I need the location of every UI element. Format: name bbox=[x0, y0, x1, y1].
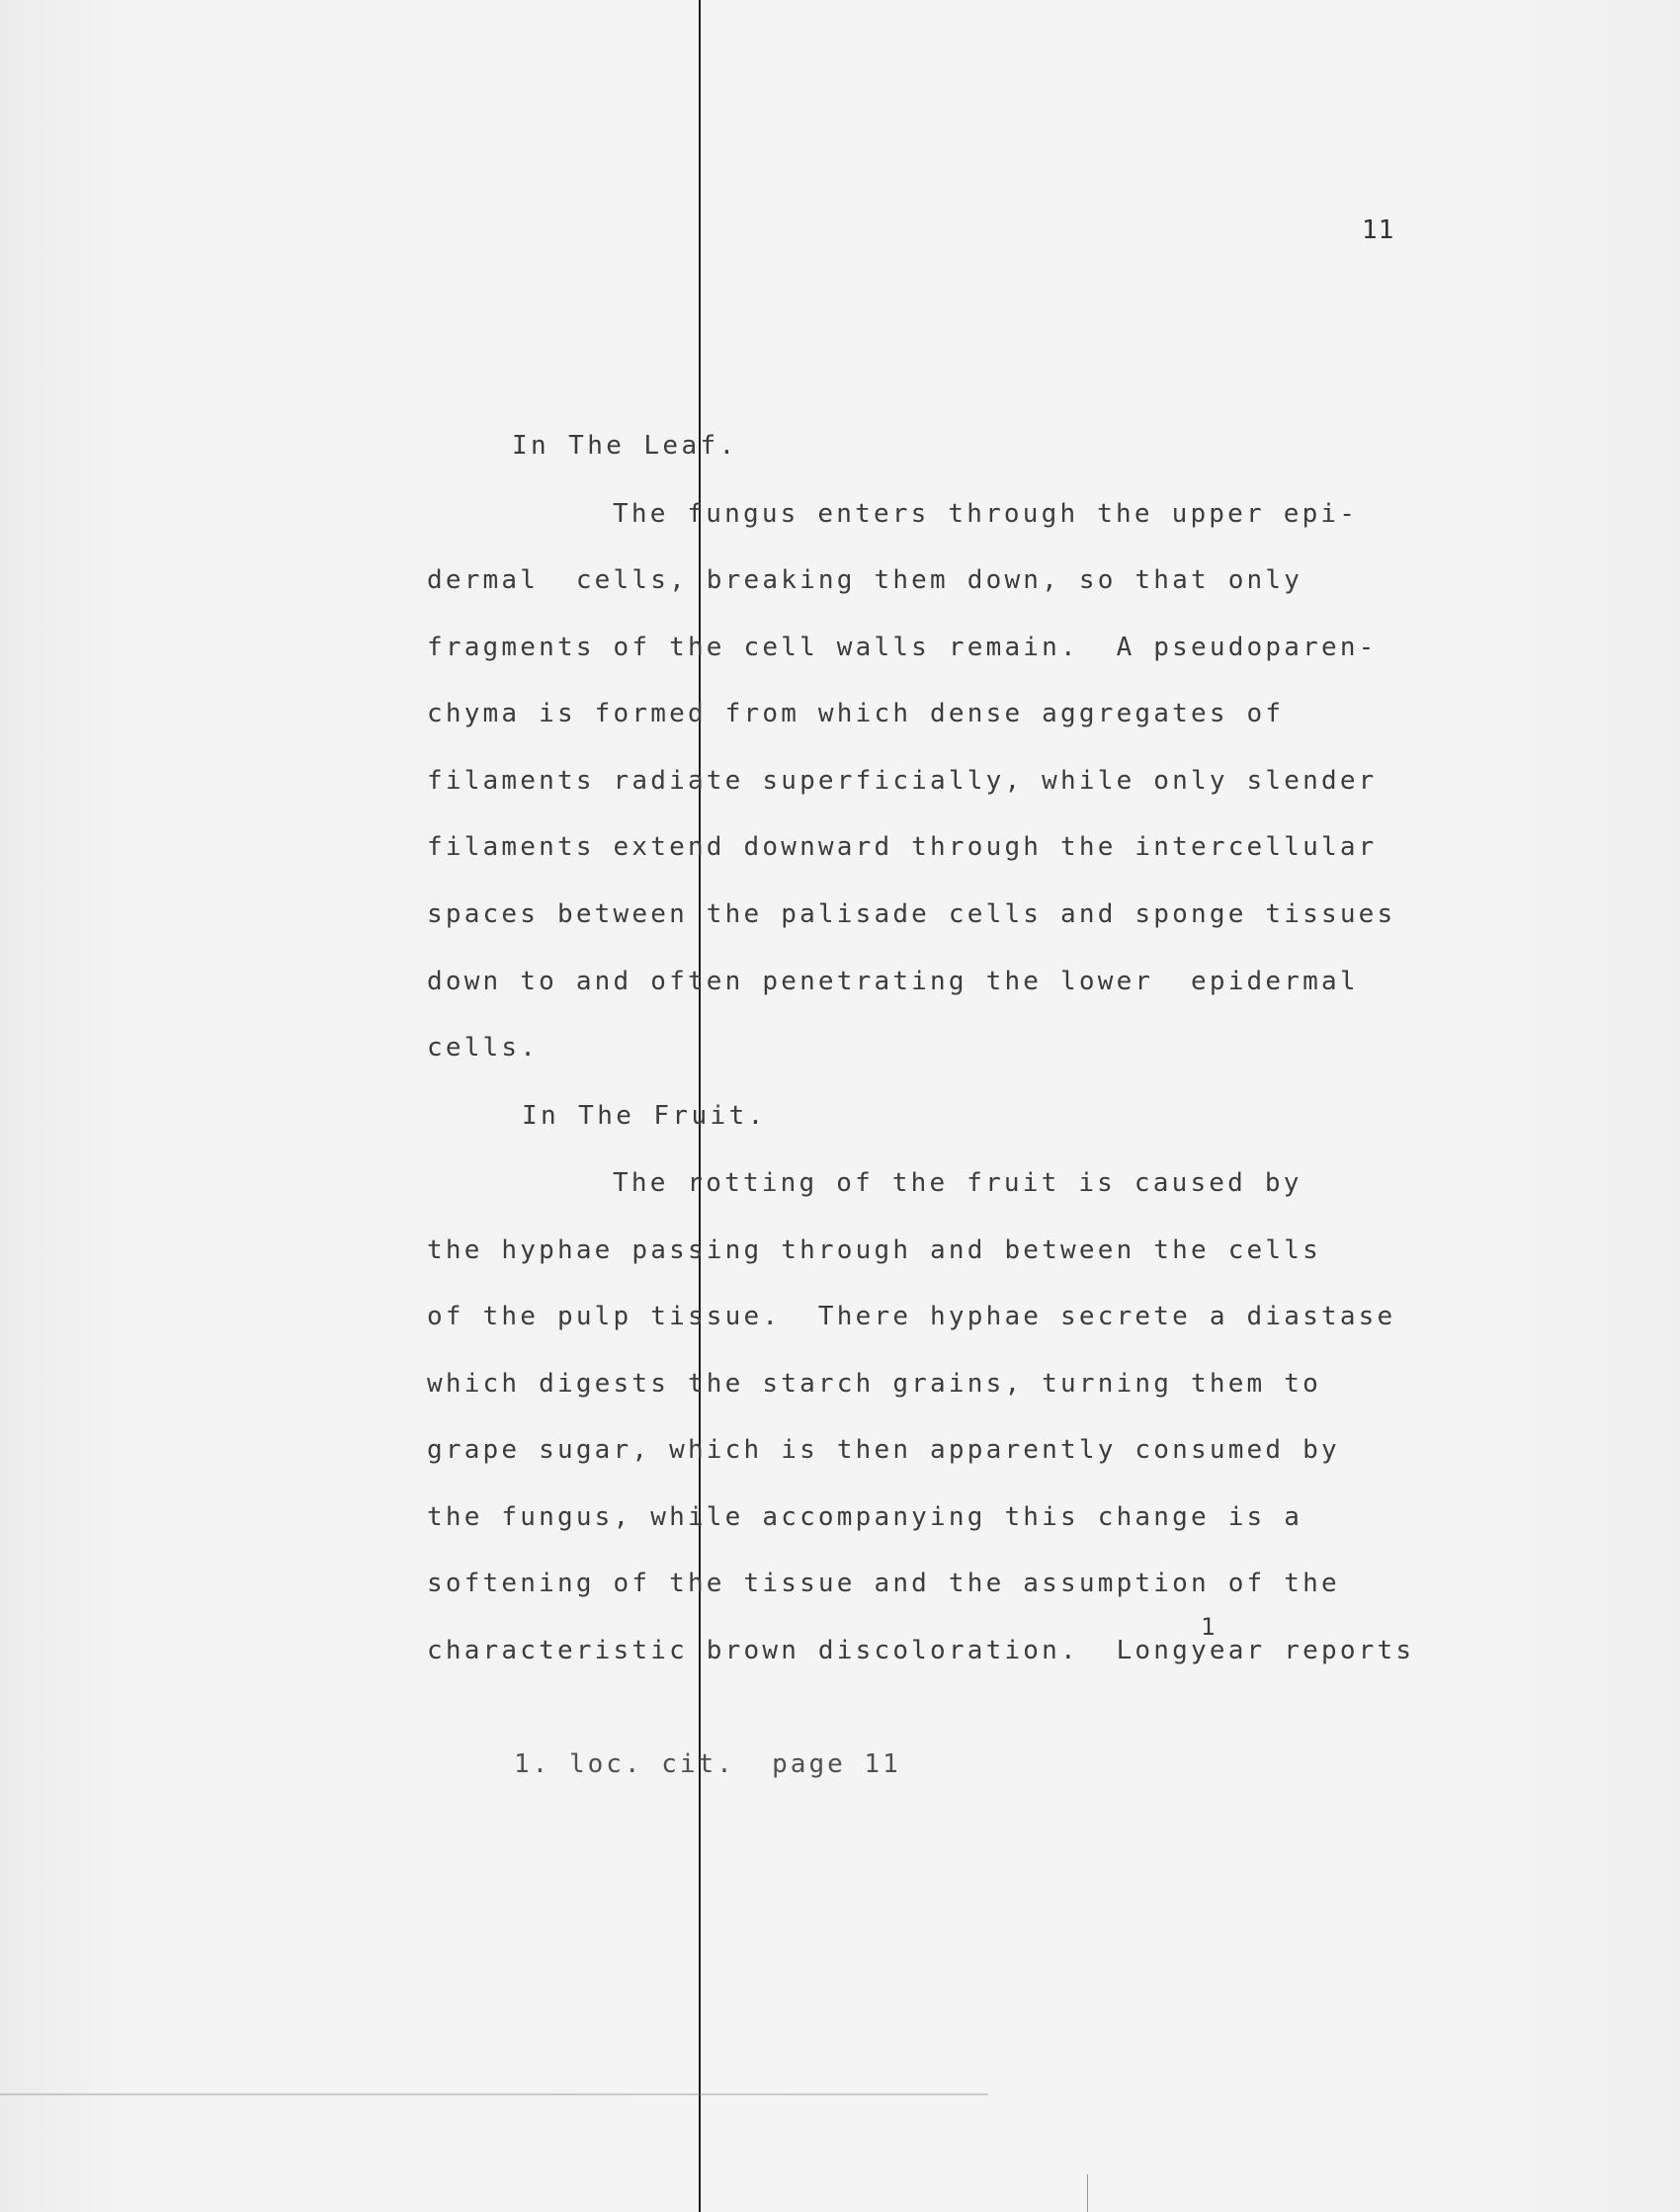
section-heading-fruit: In The Fruit. bbox=[522, 1101, 767, 1131]
paragraph-line: The fungus enters through the upper epi- bbox=[613, 499, 1359, 529]
scan-artifact-mark bbox=[1087, 2174, 1088, 2212]
paragraph-line: characteristic brown discoloration. Longyear reports bbox=[427, 1636, 1415, 1665]
paragraph-line: dermal cells, breaking them down, so that only bbox=[427, 565, 1303, 595]
paragraph-line: filaments extend downward through the intercellular bbox=[427, 832, 1378, 862]
paragraph-line: softening of the tissue and the assumption of the bbox=[427, 1569, 1340, 1598]
footnote-marker: 1 bbox=[1201, 1613, 1216, 1641]
footnote: 1. loc. cit. page 11 bbox=[514, 1749, 901, 1779]
paragraph-line: which digests the starch grains, turning them to bbox=[427, 1369, 1321, 1399]
section-heading-leaf: In The Leaf. bbox=[512, 431, 738, 461]
paragraph-line: the fungus, while accompanying this change is a bbox=[427, 1502, 1303, 1532]
paragraph-line: fragments of the cell walls remain. A pseudoparen- bbox=[427, 633, 1378, 662]
paragraph-line: the hyphae passing through and between the cells bbox=[427, 1235, 1321, 1265]
paragraph-line: chyma is formed from which dense aggregates of bbox=[427, 699, 1285, 728]
paragraph-line: filaments radiate superficially, while only slender bbox=[427, 766, 1378, 796]
paragraph-line: grape sugar, which is then apparently consumed by bbox=[427, 1435, 1340, 1465]
paragraph-line: cells. bbox=[427, 1033, 540, 1063]
page-number: 11 bbox=[1362, 215, 1395, 245]
paragraph-line: down to and often penetrating the lower epidermal bbox=[427, 967, 1359, 996]
paragraph-line: of the pulp tissue. There hyphae secrete a diastase bbox=[427, 1302, 1396, 1331]
paragraph-line: The rotting of the fruit is caused by bbox=[613, 1168, 1302, 1198]
paragraph-line: spaces between the palisade cells and sponge tissues bbox=[427, 899, 1396, 929]
scan-edge-shadow bbox=[0, 2093, 988, 2095]
